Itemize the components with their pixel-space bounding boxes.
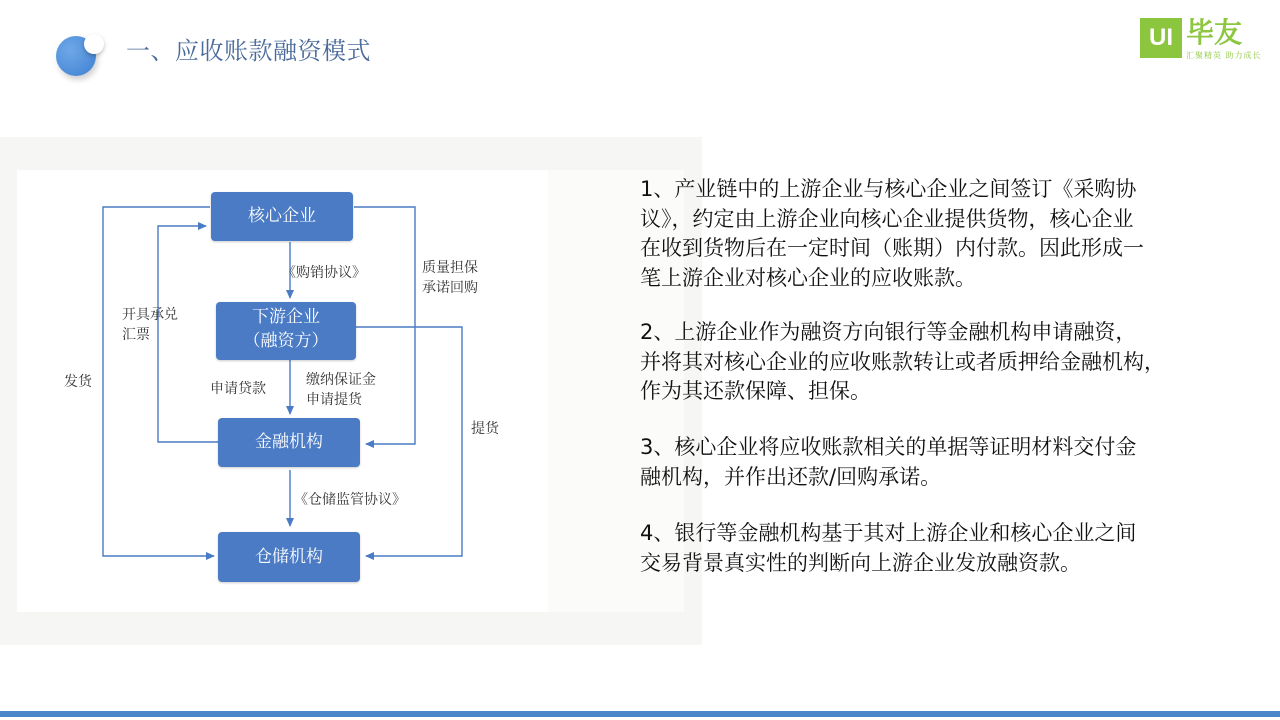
- label-pickup: 提货: [471, 421, 499, 437]
- node-downstream-enterprise: 下游企业 （融资方）: [216, 302, 356, 360]
- label-ship: 发货: [64, 374, 92, 390]
- paragraph-4: 4、银行等金融机构基于其对上游企业和核心企业之间 交易背景真实性的判断向上游企业发放融资款。: [640, 521, 1137, 575]
- label-purchase-agreement: 《购销协议》: [282, 265, 366, 281]
- edge-pickup: [356, 327, 462, 556]
- label-acceptance-bill: 开具承兑 汇票: [122, 307, 178, 343]
- logo-name: 毕友: [1186, 16, 1243, 49]
- paragraph-3: 3、核心企业将应收账款相关的单据等证明材料交付金 融机构，并作出还款/回购承诺。: [640, 435, 1137, 489]
- label-apply-loan: 申请贷款: [210, 381, 266, 397]
- node-warehouse: 仓储机构: [218, 532, 360, 582]
- logo-mark: UI: [1140, 18, 1182, 58]
- label-deposit: 缴纳保证金 申请提货: [306, 372, 376, 408]
- footer-accent-bar: [0, 711, 1280, 717]
- label-quality-guarantee: 质量担保 承诺回购: [422, 260, 478, 296]
- logo-tagline: 汇聚精英 助力成长: [1186, 51, 1262, 60]
- label-storage-agreement: 《仓储监管协议》: [294, 492, 406, 508]
- paragraph-1: 1、产业链中的上游企业与核心企业之间签订《采购协 议》，约定由上游企业向核心企业提供货物，核心企业 在收到货物后在一定时间（账期）内付款。因此形成一 笔上游企业对核心企业的应收账款。: [640, 177, 1144, 290]
- node-financial-institution: 金融机构: [218, 418, 360, 467]
- page-title: 一、应收账款融资模式: [126, 37, 371, 65]
- node-core-enterprise: 核心企业: [211, 192, 353, 241]
- paragraph-2: 2、上游企业作为融资方向银行等金融机构申请融资， 并将其对核心企业的应收账款转让或者质押给金融机构， 作为其还款保障、担保。: [640, 320, 1165, 403]
